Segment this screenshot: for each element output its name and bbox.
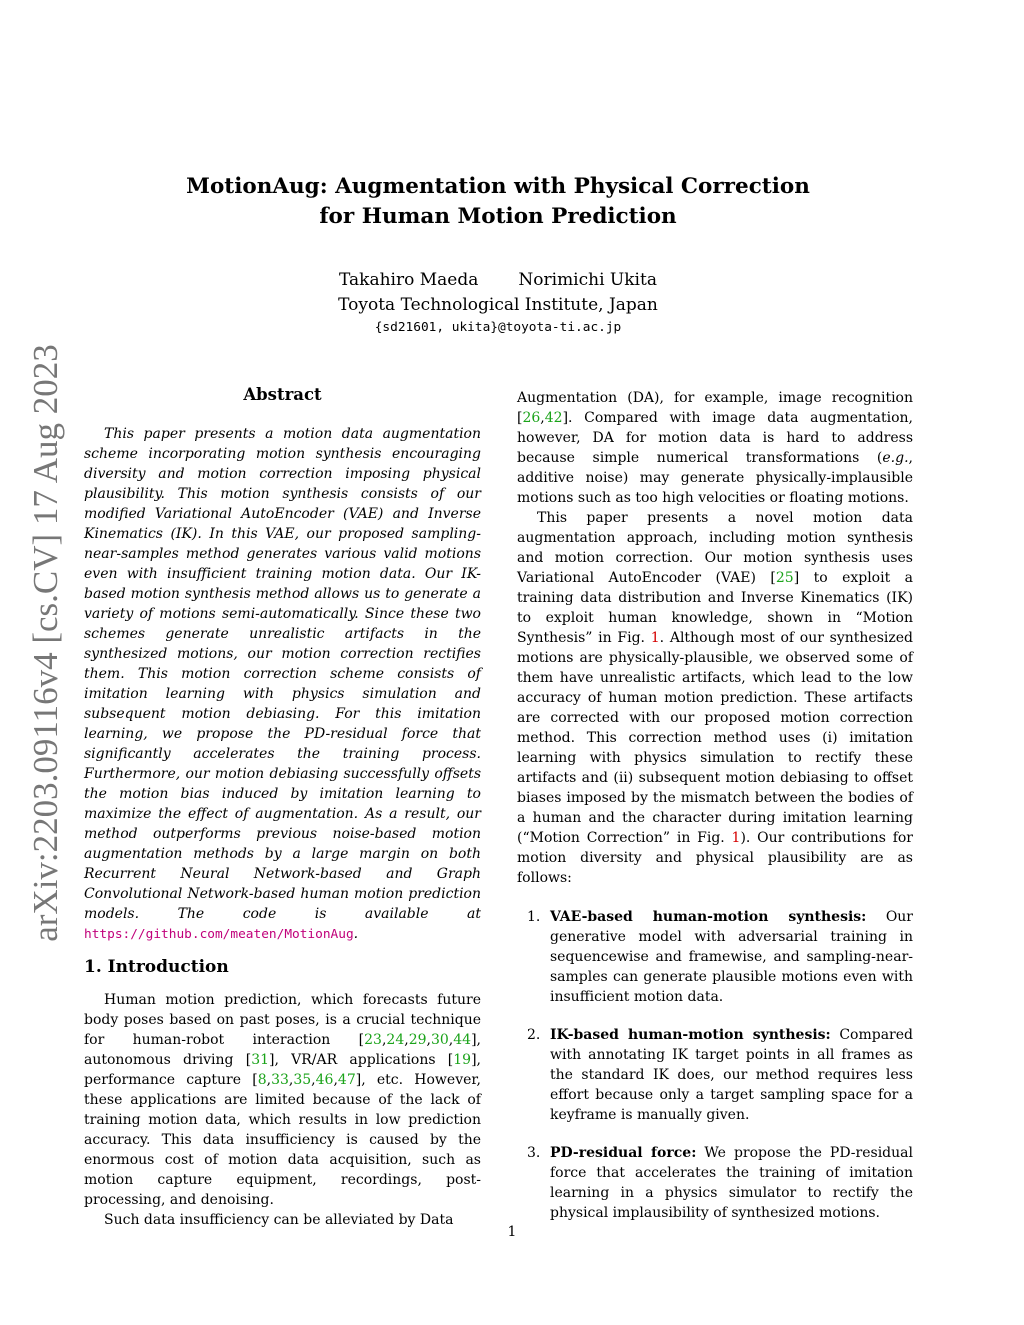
abstract-body: This paper presents a motion data augmentation scheme incorporating motion synthesis encouraging diversity and motion correction imposing physical plausibility. This motion synthesis consists of our modified Variational AutoEncoder (VAE) and Inverse Kinematics (IK). In this VAE, our proposed sampling-near-samples method generates various valid motions even with insufficient training motion data. Our IK-based motion synthesis method allows us to generate a variety of motions semi-automatically. Since these two schemes generate unrealistic artifacts in the synthesized motions, our motion correction rectifies them. This motion correction scheme consists of imitation learning with physics simulation and subsequent motion debiasing. For this imitation learning, we propose the PD-residual force that significantly accelerates the training process. Furthermore, our motion debiasing successfully offsets the motion bias induced by imitation learning to maximize the effect of augmentation. As a result, our method outperforms previous noise-based motion augmentation methods by a large margin on both Recurrent Neural Network-based and Graph Convolutional Network-based human motion prediction models. The code is available at (84, 426, 481, 922)
arxiv-identifier: arXiv:2203.09116v4 [cs.CV] 17 Aug 2023 (26, 343, 66, 942)
body-text: ). Our contributions for motion diversity and physical plausibility are as follows: (517, 830, 914, 886)
citation[interactable]: 8 (257, 1072, 267, 1088)
abstract-end: . (353, 926, 359, 942)
item-text: Our generative model with adversarial training in sequencewise and framewise, and sampling-near-samples can generate plausible motions even with insufficient motion data. (550, 909, 914, 1005)
figure-reference[interactable]: 1 (731, 830, 741, 846)
paper-title (120, 172, 876, 232)
citation[interactable]: 23 (364, 1032, 382, 1048)
intro-text: Human motion prediction, which forecasts future body poses based on past poses, is a crucial technique for human-robot interaction [ (84, 992, 481, 1048)
item-title: PD-residual force: (550, 1145, 697, 1161)
affiliation: Toyota Technological Institute, Japan (338, 295, 658, 315)
contribution-list (517, 907, 913, 1223)
right-paragraph-2 (517, 508, 913, 888)
citation[interactable]: 35 (293, 1072, 312, 1088)
author-email: {sd21601, ukita}@toyota-ti.ac.jp (374, 320, 622, 335)
body-text: . Although most of our synthesized motions are physically-plausible, we observed some of them have unrealistic artifacts, which lead to the low accuracy of human motion prediction. These artifacts are corrected with our proposed motion correction method. This correction method uses (i) imitation learning with physics simulation to rectify these artifacts and (ii) subsequent motion debiasing to offset biases imposed by the mismatch between the bodies of a human and the character during imitation learning (“Motion Correction” in Fig. (517, 630, 913, 846)
intro-heading: 1. Introduction (84, 957, 229, 977)
left-column (84, 385, 481, 1230)
item-text: We propose the PD-residual force that accelerates the training of imitation learning in a physics simulator to rectify the physical implausibility of synthesized motions. (550, 1145, 913, 1221)
author-2: Norimichi Ukita (518, 270, 657, 290)
intro-text: ], VR/AR applications [ (269, 1052, 454, 1068)
body-text: This paper presents a novel motion data augmentation approach, including motion synthesis and motion correction. Our motion synthesis uses Variational AutoEncoder (VAE) [ (517, 510, 913, 586)
item-number: 2. (527, 1027, 541, 1043)
intro-text: ], etc. However, these applications are limited because of the lack of training motion data, which results in low prediction accuracy. This data insufficiency is caused by the enormous cost of motion data acquisition, such as motion capture equipment, recordings, post-processing, and denoising. (84, 1072, 481, 1208)
citation[interactable]: 26 (522, 410, 541, 426)
title-line-1: MotionAug: Augmentation with Physical Correction (186, 174, 810, 199)
body-text: Augmentation (DA), for example, image recognition [ (517, 390, 913, 426)
code-link[interactable]: https://github.com/meaten/MotionAug (84, 927, 354, 942)
body-text: , additive noise) may generate physically-implausible motions such as too high velocities or floating motions. (517, 450, 913, 506)
item-title: IK-based human-motion synthesis: (550, 1027, 831, 1043)
item-text: Compared with annotating IK target points in all frames as the standard IK does, our method requires less effort because only a target sampling space for a keyframe is manually given. (550, 1027, 913, 1123)
citation[interactable]: 29 (408, 1032, 427, 1048)
citation[interactable]: 25 (775, 570, 794, 586)
citation[interactable]: 44 (453, 1032, 472, 1048)
citation[interactable]: 24 (386, 1032, 405, 1048)
abstract-heading: Abstract (243, 385, 322, 404)
citation[interactable]: 31 (251, 1052, 270, 1068)
abstract-text (84, 424, 481, 945)
title-line-2: for Human Motion Prediction (319, 204, 677, 229)
body-text: ]. Compared with image data augmentation, however, DA for motion data is hard to address because simple numerical transformations ( (517, 410, 913, 466)
citation[interactable]: 42 (544, 410, 563, 426)
right-column (517, 388, 913, 1241)
right-paragraph-1: Augmentation (DA), for example, image recognition [26,42]. Compared with image data augmentation, however, DA for motion data is hard to address because simple numerical transformations (e.g., additive noise) may generate physically-implausible motions such as too high velocities or floating motions. (517, 390, 913, 506)
item-title: VAE-based human-motion synthesis: (550, 909, 867, 925)
citation[interactable]: 46 (315, 1072, 334, 1088)
intro-text: ], autonomous driving [ (84, 1032, 481, 1068)
arxiv-side-label (22, 345, 70, 940)
contribution-item (517, 1025, 913, 1125)
intro-text: ], performance capture [ (84, 1052, 481, 1088)
citation[interactable]: 30 (430, 1032, 449, 1048)
author-block (160, 268, 836, 318)
contribution-item (517, 907, 913, 1007)
figure-reference[interactable]: 1 (650, 630, 660, 646)
page-number: 1 (507, 1224, 517, 1240)
body-text: ] to exploit a training data distribution and Inverse Kinematics (IK) to exploit human knowledge, shown in “Motion Synthesis” in Fig. (517, 570, 913, 646)
item-number: 3. (527, 1145, 541, 1161)
contribution-item (517, 1143, 913, 1223)
eg-abbrev: e.g. (882, 450, 909, 466)
intro-paragraph-2: Such data insufficiency can be alleviated by Data (104, 1212, 454, 1228)
citation[interactable]: 19 (453, 1052, 472, 1068)
citation[interactable]: 47 (337, 1072, 356, 1088)
author-1: Takahiro Maeda (339, 270, 479, 290)
intro-paragraph-1: Human motion prediction, which forecasts future body poses based on past poses, is a crucial technique for human-robot interaction [23,24,29,30,44], autonomous driving [31], VR/AR applications [19], performance capture [8,33,35,46,47], etc. However, these applications are limited because of the lack of training motion data, which results in low prediction accuracy. This data insufficiency is caused by the enormous cost of motion data acquisition, such as motion capture equipment, recordings, post-processing, and denoising. (84, 992, 481, 1208)
citation[interactable]: 33 (271, 1072, 289, 1088)
item-number: 1. (527, 909, 541, 925)
author-names (160, 268, 836, 293)
